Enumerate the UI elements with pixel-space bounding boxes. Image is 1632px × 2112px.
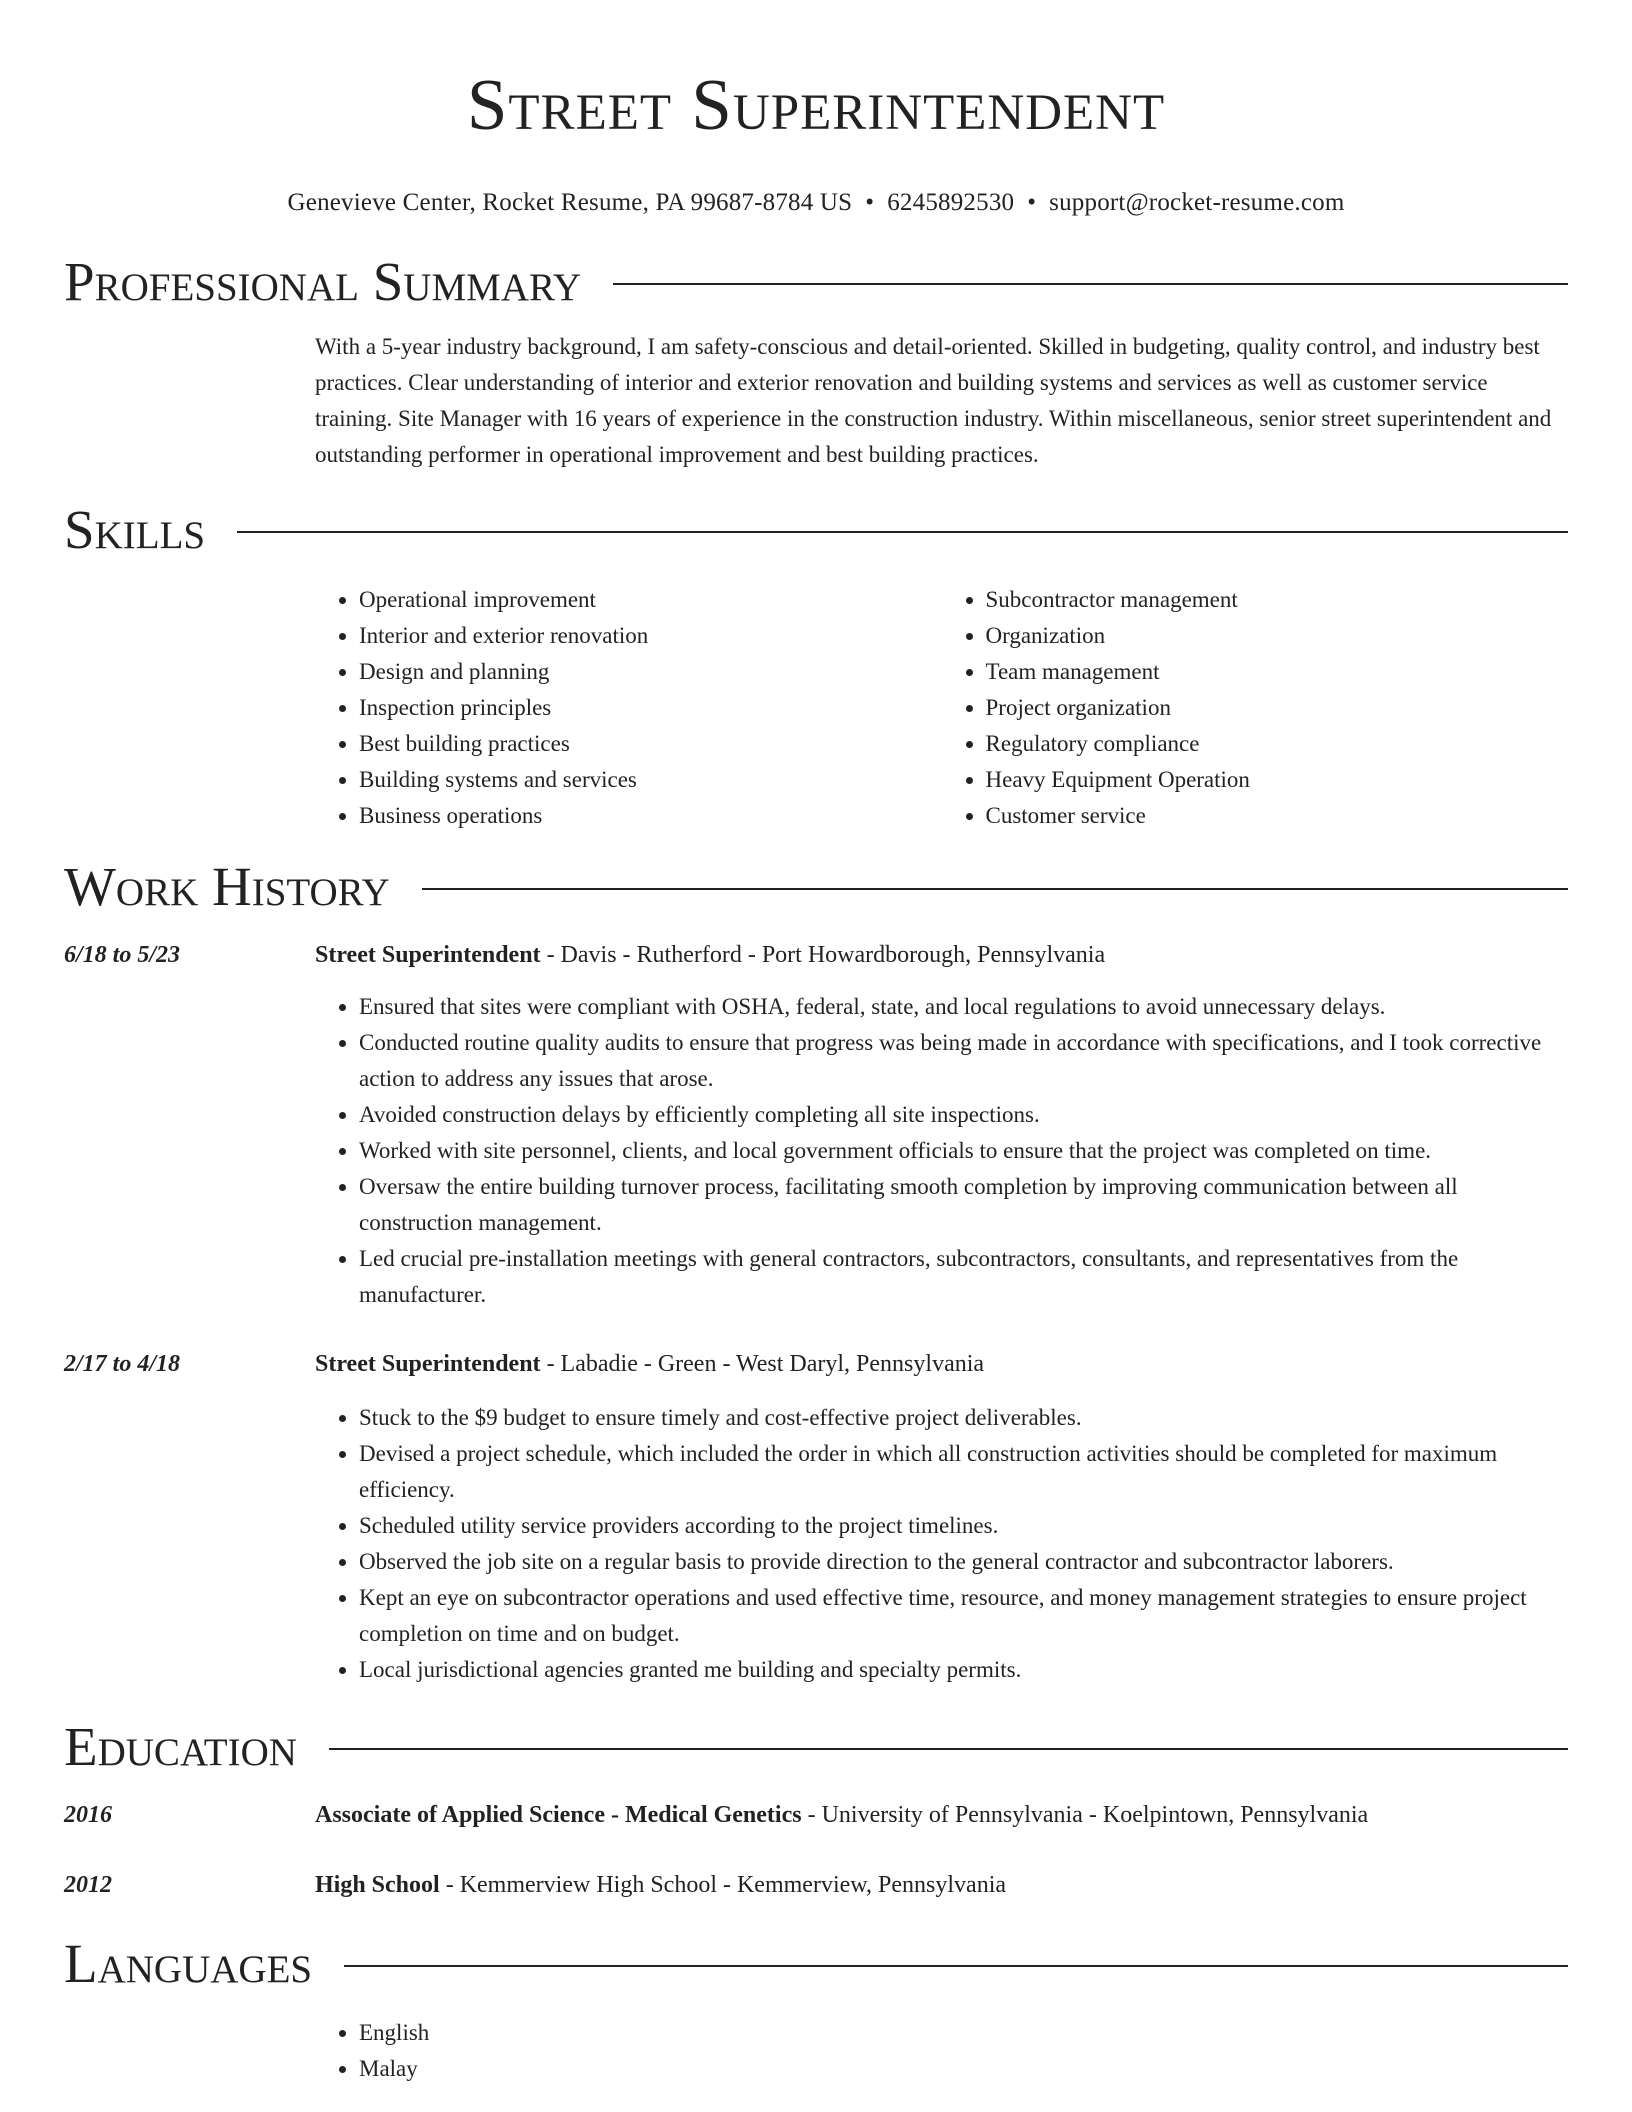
skill-item: • Team management (986, 654, 1569, 690)
summary-section (64, 247, 1568, 473)
education-entry (64, 1797, 1568, 1833)
job-bullet: • Avoided construction delays by efficiently completing all site inspections. (359, 1097, 1568, 1133)
job-bullet: • Kept an eye on subcontractor operations and used effective time, resource, and money management strategies to ensure project completion on time and on budget. (359, 1580, 1568, 1652)
contact-address: Genevieve Center, Rocket Resume, PA 99687-8784 US (287, 189, 853, 216)
skill-item: • Business operations (359, 798, 942, 834)
education-entry (64, 1867, 1568, 1903)
job-bullet: • Devised a project schedule, which included the order in which all construction activities should be completed for maximum efficiency. (359, 1436, 1568, 1508)
skill-item: • Operational improvement (359, 582, 942, 618)
section-divider (329, 1748, 1568, 1750)
education-details: - Kemmerview High School - Kemmerview, Pennsylvania (439, 1872, 1007, 1898)
job-header (64, 1346, 1568, 1382)
skill-item: • Design and planning (359, 654, 942, 690)
job-bullet: • Led crucial pre-installation meetings with general contractors, subcontractors, consultants, and representatives from the manufacturer. (359, 1241, 1568, 1313)
job-bullet: • Oversaw the entire building turnover process, facilitating smooth completion by improving communication between all construction management. (359, 1169, 1568, 1241)
skills-grid (315, 582, 1568, 834)
education-heading (315, 1867, 1568, 1903)
skill-item: • Best building practices (359, 726, 942, 762)
skill-item: • Heavy Equipment Operation (986, 762, 1569, 798)
skill-item: • Inspection principles (359, 690, 942, 726)
education-section (64, 1712, 1568, 1903)
job-bullet: • Conducted routine quality audits to ensure that progress was being made in accordance with specifications, and I took corrective action to address any issues that arose. (359, 1025, 1568, 1097)
job-bullet: • Worked with site personnel, clients, and local government officials to ensure that the project was completed on time. (359, 1133, 1568, 1169)
contact-separator: • (1027, 189, 1037, 216)
section-header (64, 247, 1568, 317)
contact-separator: • (865, 189, 875, 216)
section-header (64, 1929, 1568, 1999)
education-degree: High School (315, 1872, 440, 1898)
section-title-summary: Professional Summary (64, 251, 582, 312)
contact-phone: 6245892530 (887, 189, 1015, 216)
languages-section (64, 1929, 1568, 2087)
section-header (64, 495, 1568, 565)
section-divider (344, 1965, 1568, 1967)
job-entry (64, 937, 1568, 1313)
work-history-section (64, 852, 1568, 1688)
skills-list-right (942, 582, 1569, 834)
education-year: 2016 (64, 1802, 112, 1828)
skill-item: • Customer service (986, 798, 1569, 834)
job-bullets (315, 989, 1568, 1313)
job-heading (315, 1346, 1568, 1382)
skill-item: • Organization (986, 618, 1569, 654)
section-divider (613, 283, 1568, 285)
skills-section (64, 495, 1568, 834)
job-bullet: • Observed the job site on a regular basis to provide direction to the general contractor and subcontractor laborers. (359, 1544, 1568, 1580)
skill-item: • Interior and exterior renovation (359, 618, 942, 654)
job-dates: 6/18 to 5/23 (64, 942, 181, 968)
candidate-name: Street Superintendent (466, 64, 1166, 145)
section-title-education: Education (64, 1716, 297, 1777)
section-divider (237, 531, 1568, 533)
skill-item: • Subcontractor management (986, 582, 1569, 618)
education-heading (315, 1797, 1568, 1833)
job-dates: 2/17 to 4/18 (64, 1351, 181, 1377)
skill-item: • Project organization (986, 690, 1569, 726)
education-details: - University of Pennsylvania - Koelpintown, Pennsylvania (801, 1802, 1369, 1828)
section-title-languages: Languages (64, 1933, 313, 1994)
job-bullet: • Ensured that sites were compliant with OSHA, federal, state, and local regulations to avoid unnecessary delays. (359, 989, 1568, 1025)
skill-item: • Regulatory compliance (986, 726, 1569, 762)
job-entry (64, 1346, 1568, 1688)
summary-body (315, 329, 1568, 473)
skill-item: • Building systems and services (359, 762, 942, 798)
summary-text: With a 5-year industry background, I am safety-conscious and detail-oriented. Skilled in budgeting, quality control, and industry best practices. Clear understanding of interior and exterior renovation and building systems and services as well as customer service training. Site Manager with 16 years of experience in the construction industry. Within miscellaneous, senior street superintendent and outstanding performer in operational improvement and best building practices. (315, 334, 1552, 467)
education-year: 2012 (64, 1872, 112, 1898)
job-title: Street Superintendent (315, 942, 541, 968)
job-details: - Labadie - Green - West Daryl, Pennsylvania (540, 1351, 985, 1377)
education-degree: Associate of Applied Science - Medical Genetics (315, 1802, 802, 1828)
section-divider (422, 888, 1568, 890)
job-details: - Davis - Rutherford - Port Howardborough, Pennsylvania (540, 942, 1106, 968)
job-bullet: • Scheduled utility service providers according to the project timelines. (359, 1508, 1568, 1544)
languages-list (315, 2015, 1568, 2087)
section-header (64, 1712, 1568, 1782)
section-header (64, 852, 1568, 922)
section-title-work: Work History (64, 856, 390, 917)
job-bullet: • Stuck to the $9 budget to ensure timely and cost-effective project deliverables. (359, 1400, 1568, 1436)
job-bullet: • Local jurisdictional agencies granted me building and specialty permits. (359, 1652, 1568, 1688)
section-title-skills: Skills (64, 499, 206, 560)
job-bullets (315, 1400, 1568, 1688)
language-item: • English (359, 2015, 1568, 2051)
contact-line (64, 188, 1568, 218)
skills-list-left (315, 582, 942, 834)
job-title: Street Superintendent (315, 1351, 541, 1377)
language-item: • Malay (359, 2051, 1568, 2087)
job-header (64, 937, 1568, 973)
contact-email: support@rocket-resume.com (1049, 189, 1345, 216)
job-heading (315, 937, 1568, 973)
